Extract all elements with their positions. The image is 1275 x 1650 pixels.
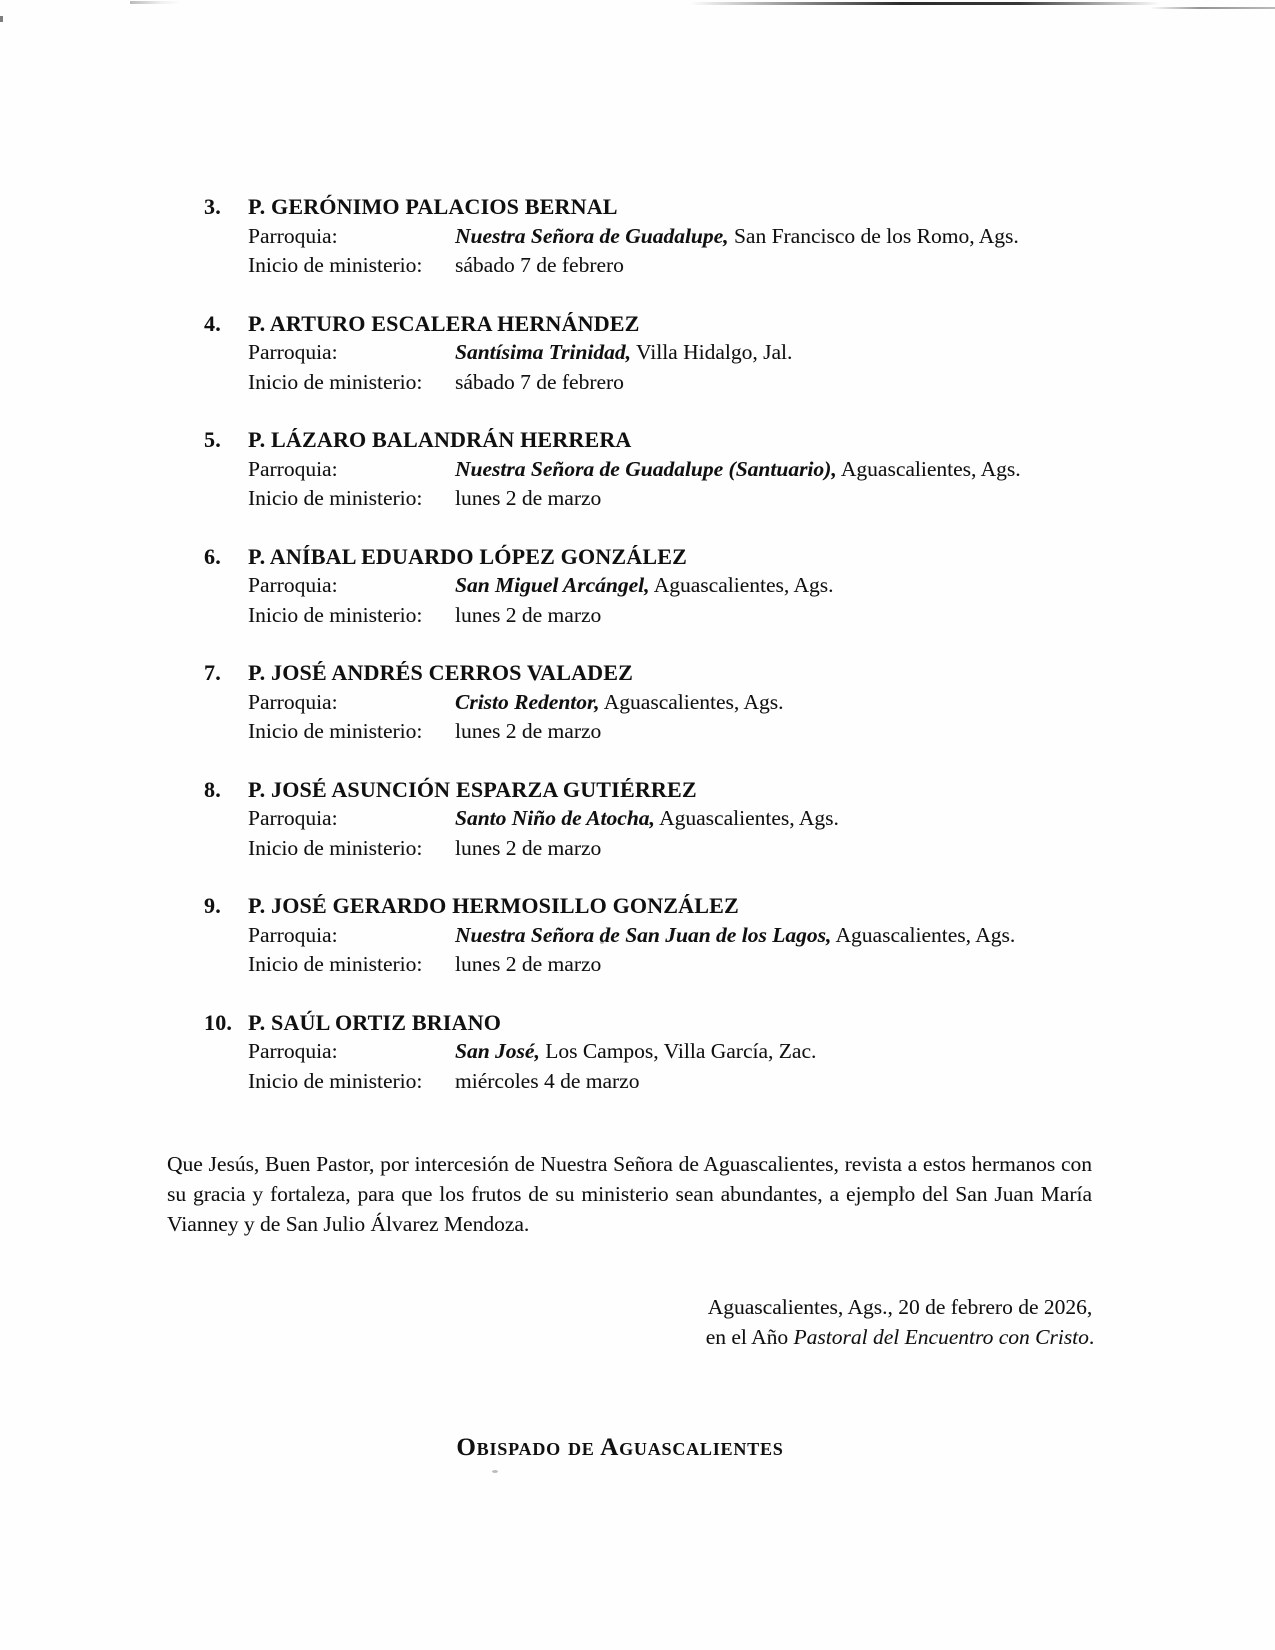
parish-location: Aguascalientes, Ags. [653,573,834,597]
parish-name: Nuestra Señora de Guadalupe, [455,223,729,248]
ministry-start-date: lunes 2 de marzo [455,719,602,743]
parish-name: Nuestra Señora de San Juan de los Lagos, [455,922,832,947]
priest-name: P. GERÓNIMO PALACIOS BERNAL [248,194,618,219]
priest-name: P. JOSÉ GERARDO HERMOSILLO GONZÁLEZ [248,893,739,918]
parroquia-label: Parroquia: [248,340,338,364]
ministry-start-date: sábado 7 de febrero [455,253,624,277]
scan-speck-artifact [492,1470,498,1473]
dateline-block [620,1292,1180,1352]
parish-location: Aguascalientes, Ags. [603,689,784,714]
ministry-start-label: Inicio de ministerio: [248,1068,423,1093]
priest-entry-heading [204,309,1214,339]
parish-name: Santo Niño de Atocha, [455,806,655,830]
parish-value [455,804,1214,834]
ministry-start-label: Inicio de ministerio: [248,369,423,394]
entry-number: 5. [204,427,221,452]
parish-location: Aguascalientes, Ags. [835,922,1016,947]
parish-location: Aguascalientes, Ags. [659,806,839,830]
priest-entry [204,192,1214,281]
bishopric-title: Obispado de Aguascalientes [456,1434,784,1461]
parish-row [204,688,1214,718]
ministry-start-row [204,251,1214,281]
ministry-start-label: Inicio de ministerio: [248,835,423,860]
parish-location: Los Campos, Villa García, Zac. [545,1039,817,1063]
priest-entry [204,309,1214,398]
parish-value [455,688,1214,718]
priest-entry-heading [204,192,1214,222]
pastoral-year-suffix: . [1088,1325,1095,1349]
scan-edge-artifact [0,16,3,22]
priest-entry-heading [204,1008,1214,1038]
parish-value [455,921,1214,951]
parroquia-label: Parroquia: [248,1039,338,1063]
priest-entry-heading [204,542,1214,572]
parroquia-label: Parroquia: [248,689,338,714]
ministry-start-row [204,1067,1214,1097]
ministry-start-label: Inicio de ministerio: [248,719,423,743]
parish-location: San Francisco de los Romo, Ags. [733,223,1019,248]
parroquia-label: Parroquia: [248,922,338,947]
priest-entry [204,1008,1214,1097]
parish-row [204,222,1214,252]
parish-row [204,338,1214,368]
ministry-start-date: miércoles 4 de marzo [455,1068,640,1093]
ministry-start-date: lunes 2 de marzo [455,602,602,627]
priest-name: P. ARTURO ESCALERA HERNÁNDEZ [248,310,640,336]
parish-value [455,222,1214,252]
entry-number: 10. [204,1009,233,1035]
ministry-start-label: Inicio de ministerio: [248,952,423,976]
priest-entry [204,891,1214,980]
priest-entry-heading [204,775,1214,805]
priest-list [204,192,1214,1124]
entry-number: 6. [204,543,221,569]
pastoral-year-prefix: en el Año [705,1325,789,1349]
parish-value [455,571,1214,601]
parish-row [204,804,1214,834]
entry-number: 8. [204,776,221,802]
parroquia-label: Parroquia: [248,573,338,597]
parish-value [455,1037,1214,1067]
entry-number: 9. [204,893,221,918]
parroquia-label: Parroquia: [248,456,338,481]
ministry-start-date: lunes 2 de marzo [455,835,602,860]
entry-number: 7. [204,660,221,685]
priest-name: P. ANÍBAL EDUARDO LÓPEZ GONZÁLEZ [248,543,687,569]
parish-location: Villa Hidalgo, Jal. [636,340,793,364]
ministry-start-row [204,484,1214,514]
parroquia-label: Parroquia: [248,806,338,830]
parish-row [204,571,1214,601]
ministry-start-row [204,834,1214,864]
ministry-start-row [204,368,1214,398]
priest-name: P. SAÚL ORTIZ BRIANO [248,1009,502,1035]
parish-name: San José, [455,1039,540,1063]
scan-line-artifact [1150,7,1275,9]
priest-entry-heading [204,658,1214,688]
scan-smudge-artifact [130,1,180,4]
ministry-start-date: sábado 7 de febrero [455,369,624,394]
ministry-start-date: lunes 2 de marzo [455,952,602,976]
parish-name: Santísima Trinidad, [455,340,632,364]
priest-name: P. JOSÉ ASUNCIÓN ESPARZA GUTIÉRREZ [248,776,697,802]
parish-location: Aguascalientes, Ags. [840,456,1021,481]
ministry-start-row [204,717,1214,747]
ministry-start-row [204,950,1214,980]
priest-entry-heading [204,891,1214,921]
parish-name: Nuestra Señora de Guadalupe (Santuario), [455,456,837,481]
pastoral-year-name: Pastoral del Encuentro con Cristo [793,1325,1089,1349]
parish-name: Cristo Redentor, [455,689,600,714]
ministry-start-label: Inicio de ministerio: [248,253,423,277]
priest-name: P. LÁZARO BALANDRÁN HERRERA [248,427,632,452]
priest-entry [204,775,1214,864]
ministry-start-label: Inicio de ministerio: [248,602,423,627]
parish-row [204,1037,1214,1067]
ministry-start-row [204,601,1214,631]
parish-row [204,921,1214,951]
scan-line-artifact [690,2,1160,5]
closing-paragraph: Que Jesús, Buen Pastor, por intercesión de Nuestra Señora de Aguascalientes, revista a estos hermanos con su gracia y fortaleza, para que los frutos de su ministerio sean abundantes, a ejemplo del San Juan María Vianney y de San Julio Álvarez Mendoza. [167,1152,1092,1236]
entry-number: 4. [204,310,221,336]
ministry-start-date: lunes 2 de marzo [455,486,602,510]
parish-name: San Miguel Arcángel, [455,573,650,597]
priest-entry [204,425,1214,514]
entry-number: 3. [204,194,221,219]
ministry-start-label: Inicio de ministerio: [248,486,423,510]
parroquia-label: Parroquia: [248,223,338,248]
parish-value [455,338,1214,368]
parish-value [455,455,1214,485]
dateline-pastoral-year [620,1322,1180,1352]
priest-entry-heading [204,425,1214,455]
parish-row [204,455,1214,485]
priest-name: P. JOSÉ ANDRÉS CERROS VALADEZ [248,660,634,685]
priest-entry [204,542,1214,631]
priest-entry [204,658,1214,747]
dateline-place-date: Aguascalientes, Ags., 20 de febrero de 2026, [707,1295,1093,1319]
